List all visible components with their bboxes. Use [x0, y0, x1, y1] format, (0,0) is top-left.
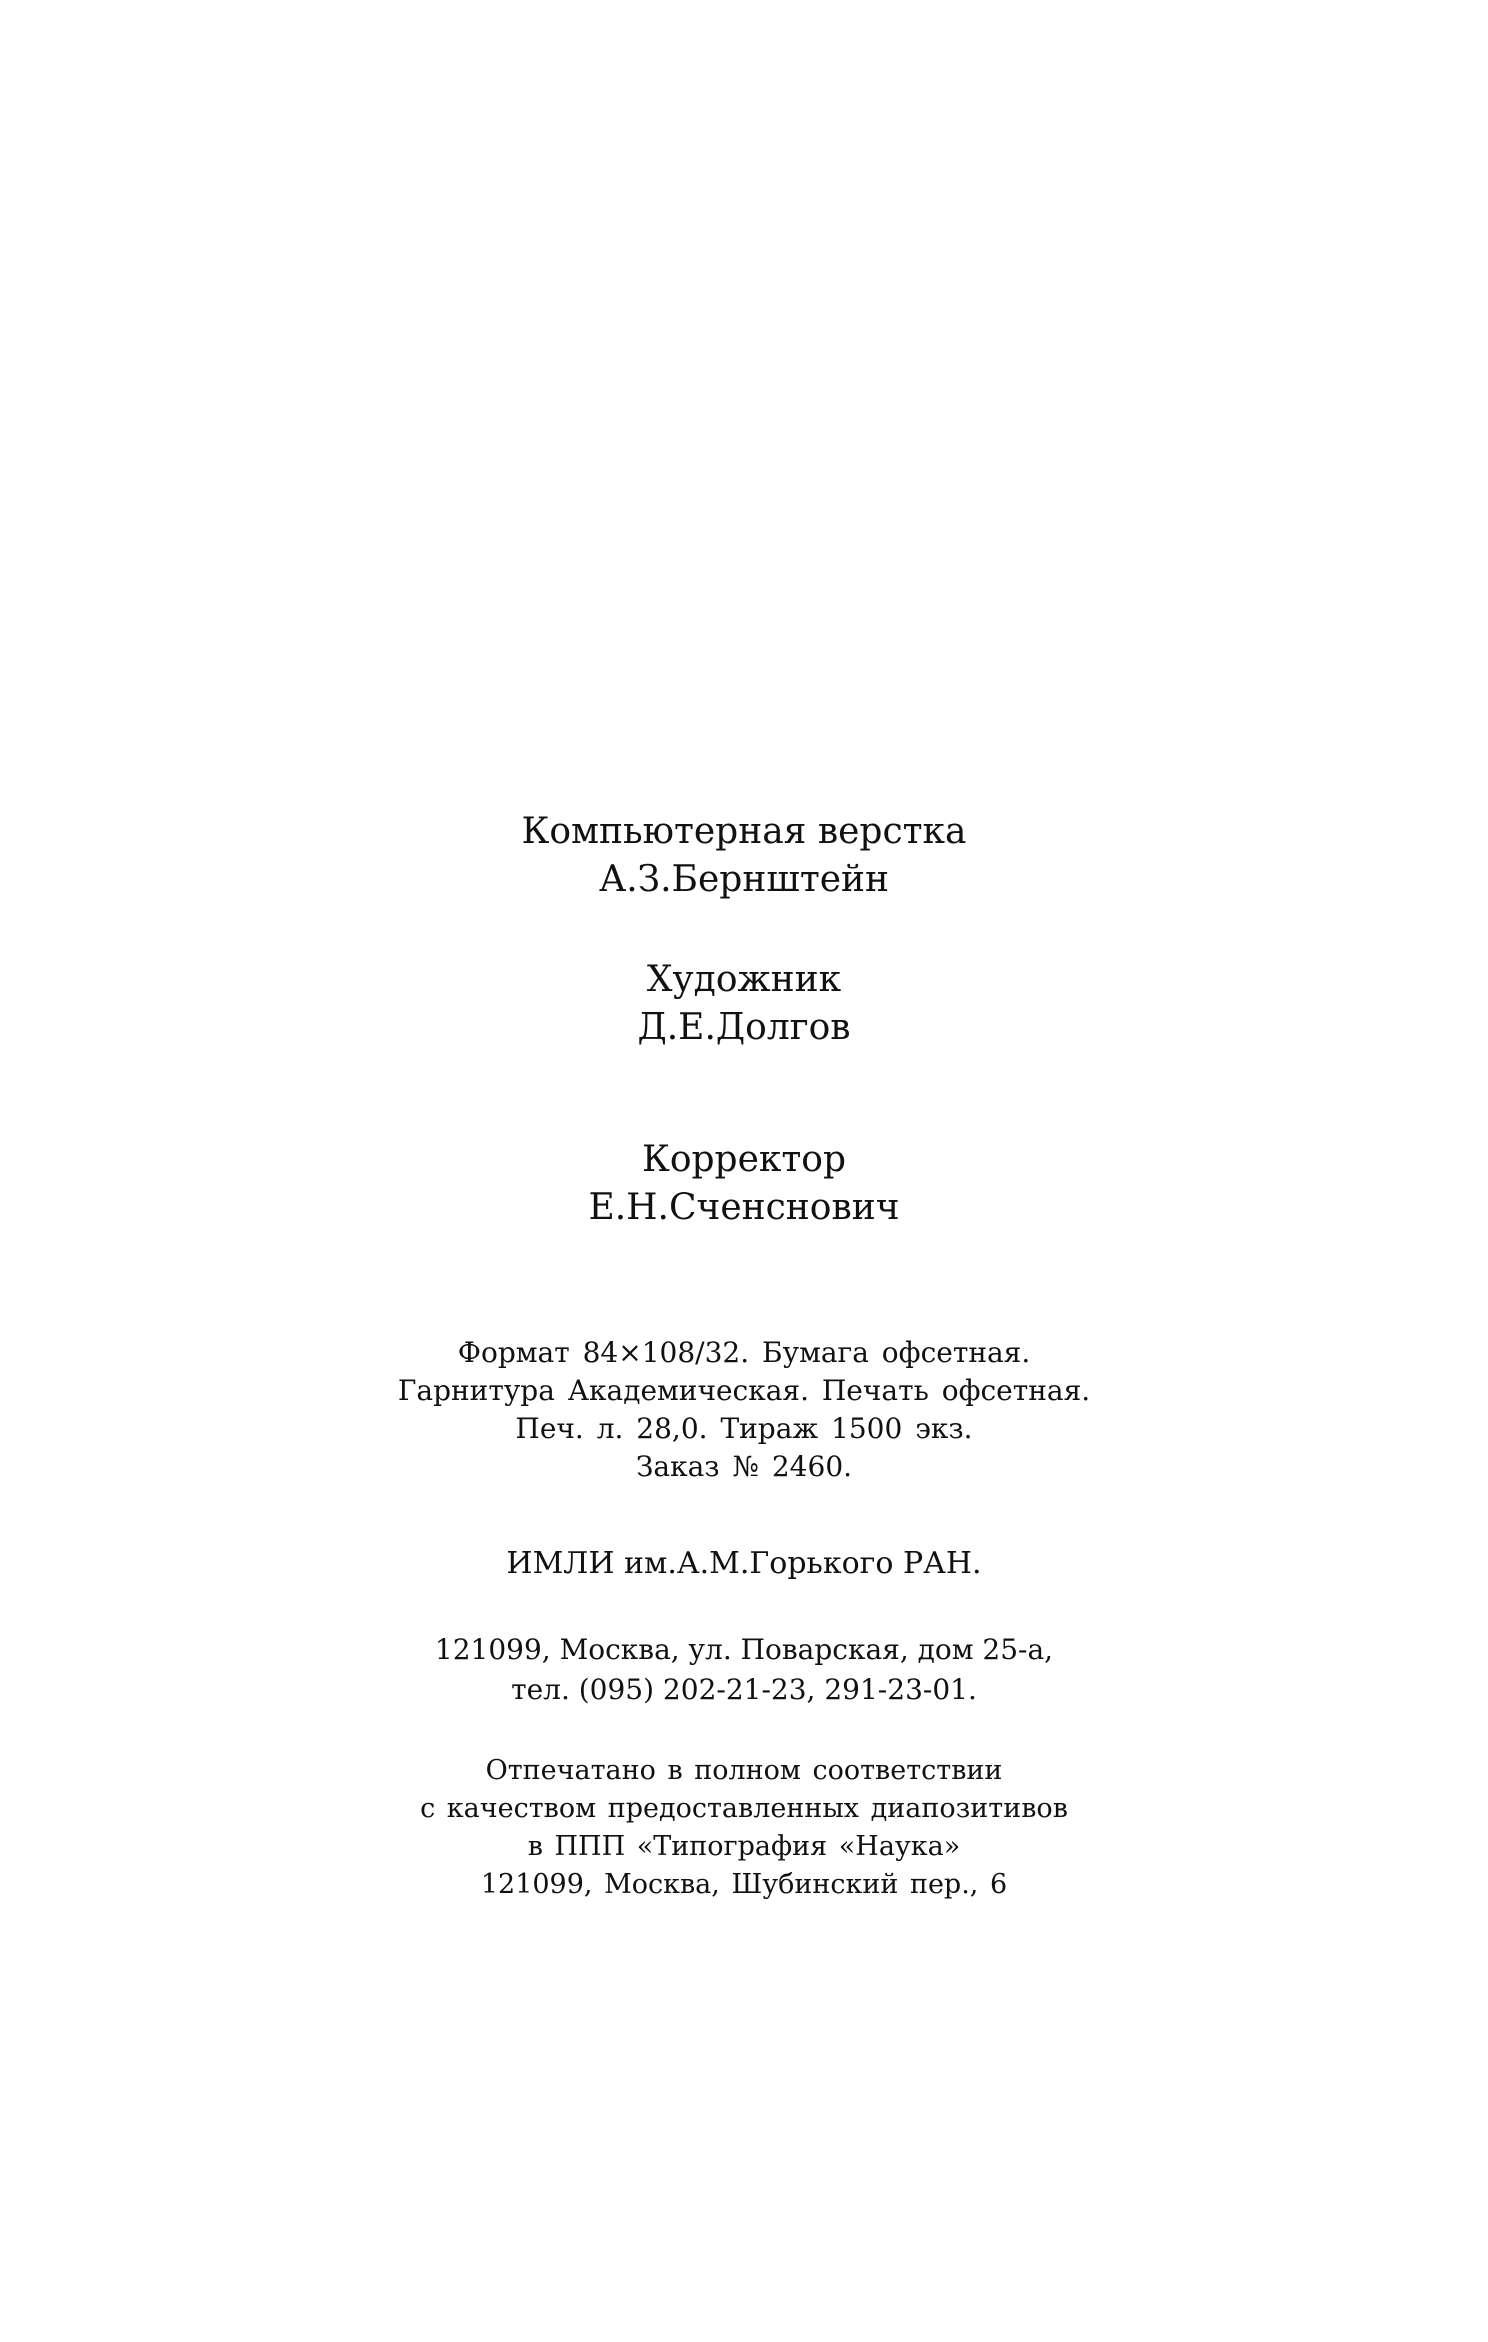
printer-line: с качеством предоставленных диапозитивов: [420, 1793, 1068, 1824]
imprint-line: Гарнитура Академическая. Печать офсетная.: [397, 1374, 1091, 1407]
credit-person: А.З.Бернштейн: [598, 859, 890, 900]
publisher-block: [0, 1544, 1488, 1584]
imprint-details: [0, 1334, 1488, 1486]
printer-line: Отпечатано в полном соответствии: [485, 1755, 1003, 1786]
address-line: тел. (095) 202-21-23, 291-23-01.: [511, 1673, 977, 1706]
credit-role: Компьютерная верстка: [521, 811, 967, 852]
credit-person: Д.Е.Долгов: [637, 1007, 851, 1048]
credit-person: Е.Н.Сченснович: [588, 1187, 900, 1228]
printer-line: в ППП «Типография «Наука»: [527, 1831, 961, 1862]
credit-artist: [0, 956, 1488, 1052]
credit-proofreader: [0, 1136, 1488, 1232]
imprint-line: Заказ № 2460.: [635, 1450, 853, 1483]
address-line: 121099, Москва, ул. Поварская, дом 25-а,: [434, 1633, 1054, 1666]
printer-line: 121099, Москва, Шубинский пер., 6: [480, 1869, 1008, 1900]
imprint-line: Формат 84×108/32. Бумага офсетная.: [457, 1336, 1031, 1369]
publisher-address: [0, 1630, 1488, 1710]
publisher-name: ИМЛИ им.А.М.Горького РАН.: [506, 1546, 982, 1581]
printer-statement: [0, 1752, 1488, 1904]
credit-layout: [0, 808, 1488, 904]
credit-role: Корректор: [641, 1139, 847, 1180]
imprint-line: Печ. л. 28,0. Тираж 1500 экз.: [515, 1412, 973, 1445]
credit-role: Художник: [646, 959, 842, 1000]
